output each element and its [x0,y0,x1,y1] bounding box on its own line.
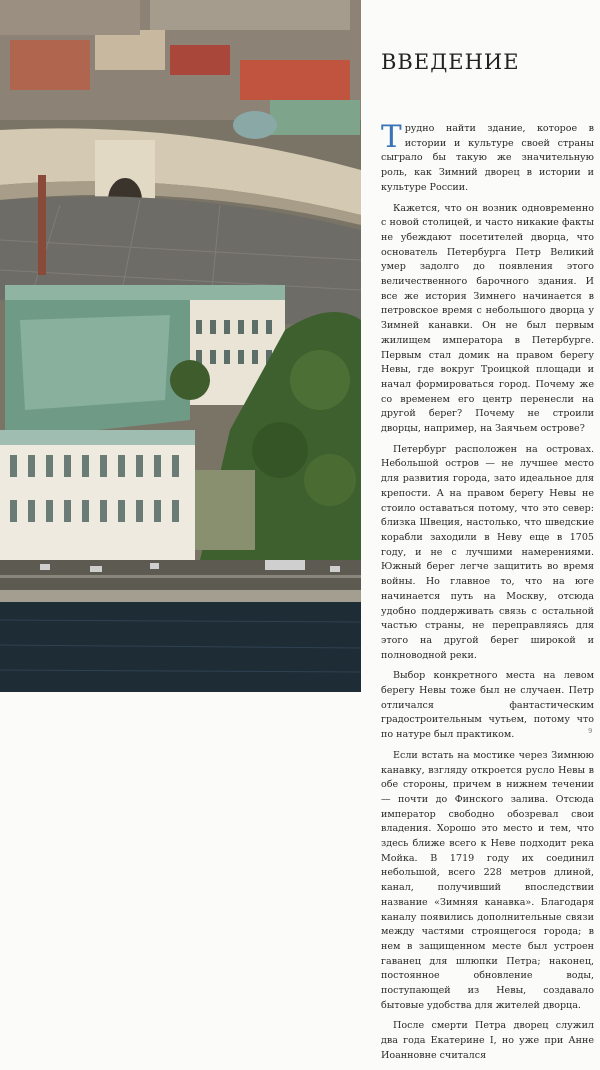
chapter-title: ВВЕДЕНИЕ [381,50,520,74]
paragraph-3: Петербург расположен на островах. Небольшой остров — не лучшее место для развития города, зато идеальное для крепости. А на правом берегу Невы не стоило оставаться потому, что это север: близка Швеция, настолько, что шведские корабли заходили в Неву еще в 1705 году, и не с лучшими намерениями. Южный берег легче защитить во время войны. Но главное то, что на юге начинается путь на Москву, отсюда удобно поддерживать связь с остальной частью страны, не переправляясь для этого на другой берег широкой и полноводной реки. [381,443,594,661]
paragraph-1-text: рудно найти здание, которое в истории и культуре своей страны сыграло бы такую же значительную роль, как Зимний дворец в истории и культуре России. [381,123,594,193]
paragraph-6: После смерти Петра дворец служил два года Екатерине I, но уже при Анне Иоанновне считался [381,1020,594,1061]
paragraph-2: Кажется, что он возник одновременно с новой столицей, и часто никакие факты не убеждают посетителей дворца, что основатель Петербурга Петр Великий умер задолго до появления этого величественного барочного здания. И все же история Зимнего начинается в петровское время с небольшого дворца у Зимней канавки. Он не был первым жилищем императора в Петербурге. Первым стал домик на правом берегу Невы, где вокруг Троицкой площади и начал формироваться город. Почему же со временем его центр перенесли на другой берег? Почему не строили дворцы, например, на Заячьем острове? [381,202,594,435]
paragraph-4: Выбор конкретного места на левом берегу Невы тоже был не случаен. Петр отличался фантастическим градостроительным чутьем, потому что по натуре был практиком. [381,670,594,741]
paragraph-5: Если встать на мостике через Зимнюю канавку, взгляду откроется русло Невы в обе стороны, причем в нижнем течении — почти до Финского залива. Отсюда император свободно обозревал свои владения. Хорошо это место и тем, что здесь ближе всего к Неве подходит река Мойка. В 1719 году их соединил небольшой, всего 228 метров длиной, канал, получивший впоследствии название «Зимняя канавка». Благодаря каналу появились дополнительные связи между частями строящегося города; в нем в защищенном месте был устроен гаванец для шлюпки Петра; наконец, постоянное обновление воды, поступающей из Невы, создавало бытовые удобства для жителей дворца. [381,749,594,1011]
paragraph-1 [381,119,594,196]
body-text-column [381,119,594,1070]
drop-cap: Т [381,119,402,155]
aerial-photo-winter-palace [0,0,361,692]
page-number: 9 [588,727,593,735]
